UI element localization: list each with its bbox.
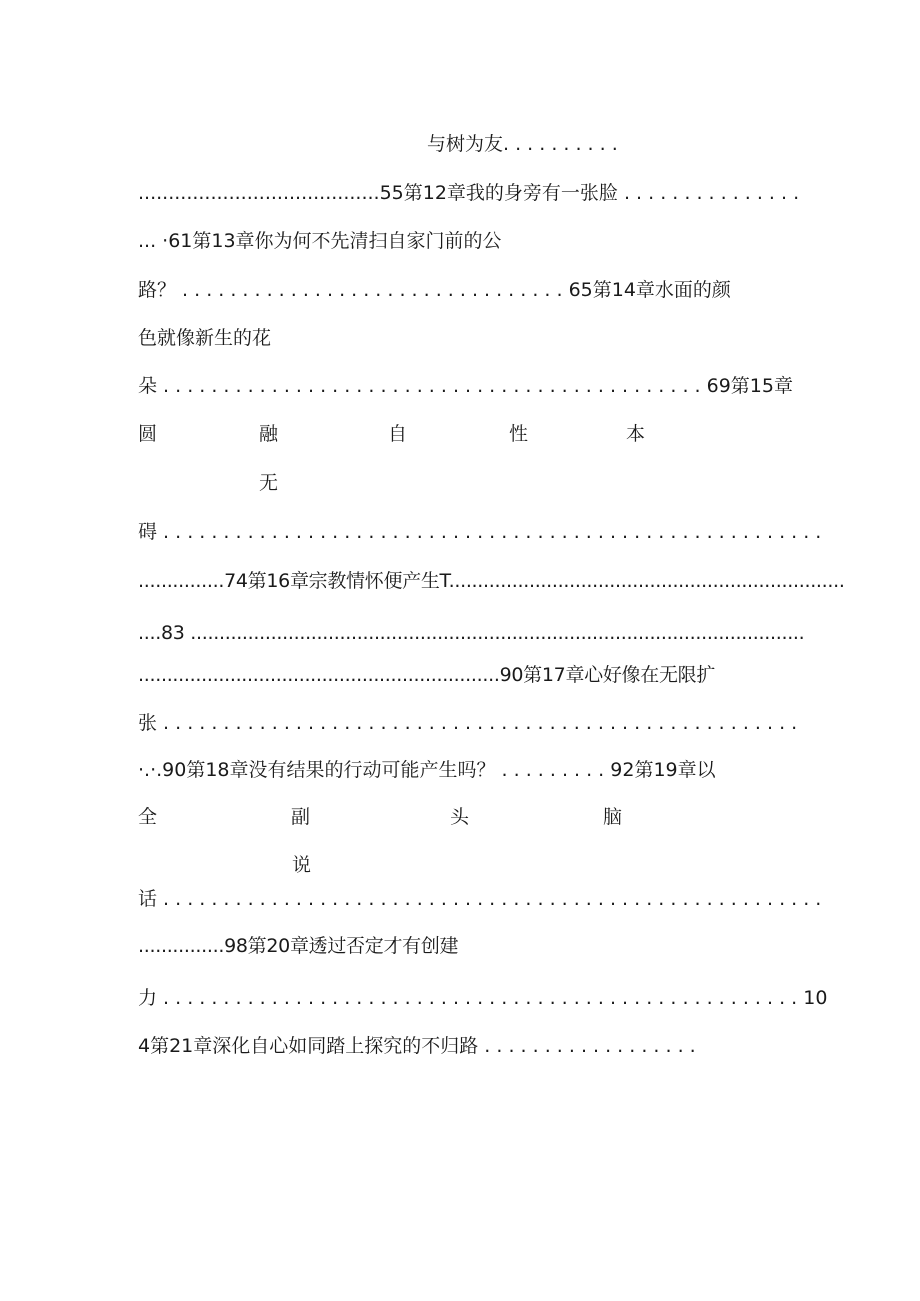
toc-char: 头 bbox=[450, 806, 470, 828]
toc-line: 路？ . . . . . . . . . . . . . . . . . . . . . . . . . . . . . . . . 65第14章水面的颜 bbox=[138, 279, 731, 301]
toc-char: 圆 bbox=[138, 423, 158, 445]
toc-line: 碍 . . . . . . . . . . . . . . . . . . . . . . . . . . . . . . . . . . . . . . . . . . . . . . . . . . . . . . . bbox=[138, 521, 822, 543]
toc-char: 全 bbox=[138, 806, 158, 828]
toc-line: 朵 . . . . . . . . . . . . . . . . . . . . . . . . . . . . . . . . . . . . . . . . . . . . . 69第15章 bbox=[138, 375, 793, 397]
toc-line: 无 bbox=[259, 472, 279, 494]
toc-line: 色就像新生的花 bbox=[138, 327, 272, 349]
toc-char: 性 bbox=[509, 423, 529, 445]
toc-line: ........................................55第12章我的身旁有一张脸 . . . . . . . . . . . . . . . bbox=[138, 182, 800, 204]
toc-char: 本 bbox=[626, 423, 646, 445]
toc-line: 力 . . . . . . . . . . . . . . . . . . . . . . . . . . . . . . . . . . . . . . . . . . . . . . . . . . . . . 10 bbox=[138, 987, 828, 1009]
toc-line: ...............................................................90第17章心好像在无限扩 bbox=[138, 664, 716, 686]
toc-line: ...............98第20章透过否定才有创建 bbox=[138, 935, 459, 957]
toc-char: 自 bbox=[388, 423, 408, 445]
toc-line: ·.·.90第18章没有结果的行动可能产生吗？ . . . . . . . . . 92第19章以 bbox=[138, 759, 716, 781]
toc-line: 张 . . . . . . . . . . . . . . . . . . . . . . . . . . . . . . . . . . . . . . . . . . . . . . . . . . . . . bbox=[138, 712, 798, 734]
toc-char: 副 bbox=[291, 806, 311, 828]
toc-char: 融 bbox=[259, 423, 279, 445]
toc-line: ....83 ........................................................................................................... bbox=[138, 622, 805, 644]
toc-line: 话 . . . . . . . . . . . . . . . . . . . . . . . . . . . . . . . . . . . . . . . . . . . . . . . . . . . . . . . bbox=[138, 888, 822, 910]
toc-line: 4第21章深化自心如同踏上探究的不归路 . . . . . . . . . . . . . . . . . . bbox=[138, 1035, 696, 1057]
toc-line: 说 bbox=[292, 854, 312, 876]
toc-line: ... ·61第13章你为何不先清扫自家门前的公 bbox=[138, 230, 502, 252]
toc-line: 与树为友. . . . . . . . . . bbox=[427, 133, 618, 155]
toc-char: 脑 bbox=[603, 806, 623, 828]
toc-line: ...............74第16章宗教情怀便产生T..................................................................... bbox=[138, 570, 845, 592]
